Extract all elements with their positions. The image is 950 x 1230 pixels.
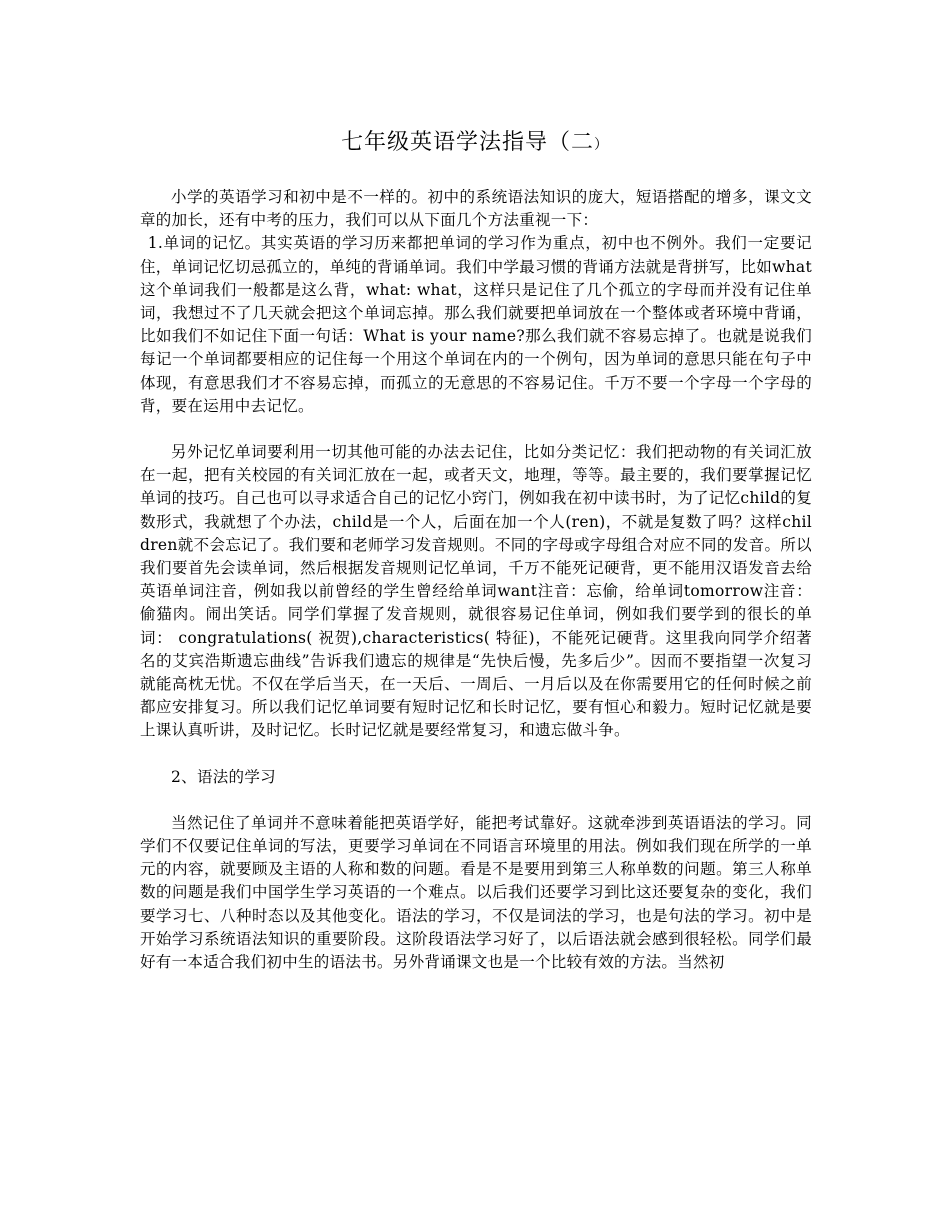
title-close-paren: ） <box>594 137 609 153</box>
paragraph-grammar: 当然记住了单词并不意味着能把英语学好，能把考试靠好。这就牵涉到英语语法的学习。同学们不仅要记住单词的写法，更要学习单词在不同语言环境里的用法。例如我们现在所学的一单元的内容，就要顾及主语的人称和数的问题。看是不是要用到第三人称单数的问题。第三人称单数的问题是我们中国学生学习英语的一个难点。以后我们还要学习到比这还要复杂的变化，我们要学习七、八种时态以及其他变化。语法的学习，不仅是词法的学习，也是句法的学习。初中是开始学习系统语法知识的重要阶段。这阶段语法学习好了，以后语法就会感到很轻松。同学们最好有一本适合我们初中生的语法书。另外背诵课文也是一个比较有效的方法。当然初 <box>140 813 812 972</box>
section-heading-grammar: 2、语法的学习 <box>171 767 276 786</box>
document-body <box>140 186 812 974</box>
document-title <box>0 128 950 160</box>
paragraph-intro: 小学的英语学习和初中是不一样的。初中的系统语法知识的庞大，短语搭配的增多，课文文章的加长，还有中考的压力，我们可以从下面几个方法重视一下： <box>140 188 812 230</box>
paragraph-memory-techniques: 另外记忆单词要利用一切其他可能的办法去记住，比如分类记忆：我们把动物的有关词汇放在一起，把有关校园的有关词汇放在一起，或者天文，地理，等等。最主要的，我们要掌握记忆单词的技巧。自己也可以寻求适合自己的记忆小窍门，例如我在初中读书时，为了记忆child的复数形式，我就想了个办法，child是一个人，后面在加一个人(ren)，不就是复数了吗？这样children就不会忘记了。我们要和老师学习发音规则。不同的字母或字母组合对应不同的发音。所以我们要首先会读单词，然后根据发音规则记忆单词，千万不能死记硬背，更不能用汉语发音去给英语单词注音，例如我以前曾经的学生曾经给单词want注音：忘偷，给单词tomorrow注音：偷猫肉。闹出笑话。同学们掌握了发音规则，就很容易记住单词，例如我们要学到的很长的单词： congratulations( 祝贺),characteristics( 特征)，不能死记硬背。这里我向同学介绍著名的艾宾浩斯遗忘曲线”告诉我们遗忘的规律是“先快后慢，先多后少”。因而不要指望一次复习就能高枕无忧。不仅在学后当天，在一天后、一周后、一月后以及在你需要用它的任何时候之前都应安排复习。所以我们记忆单词要有短时记忆和长时记忆，要有恒心和毅力。短时记忆就是要上课认真听讲，及时记忆。长时记忆就是要经常复习，和遗忘做斗争。 <box>140 443 813 740</box>
title-main: 七年级英语学法指导（二 <box>340 130 594 155</box>
paragraph-word-memory: 1.单词的记忆。其实英语的学习历来都把单词的学习作为重点，初中也不例外。我们一定要记住，单词记忆切忌孤立的，单纯的背诵单词。我们中学最习惯的背诵方法就是背拼写，比如what这个单词我们一般都是这么背，what: what，这样只是记住了几个孤立的字母而并没有记住单词，我想过不了几天就会把这个单词忘掉。那么我们就要把单词放在一个整体或者环境中背诵，比如我们不如记住下面一句话：What is your name?那么我们就不容易忘掉了。也就是说我们每记一个单词都要相应的记住每一个用这个单词在内的一个例句，因为单词的意思只能在句子中体现，有意思我们才不容易忘掉，而孤立的无意思的不容易记住。千万不要一个字母一个字母的背，要在运用中去记忆。 <box>140 234 812 415</box>
